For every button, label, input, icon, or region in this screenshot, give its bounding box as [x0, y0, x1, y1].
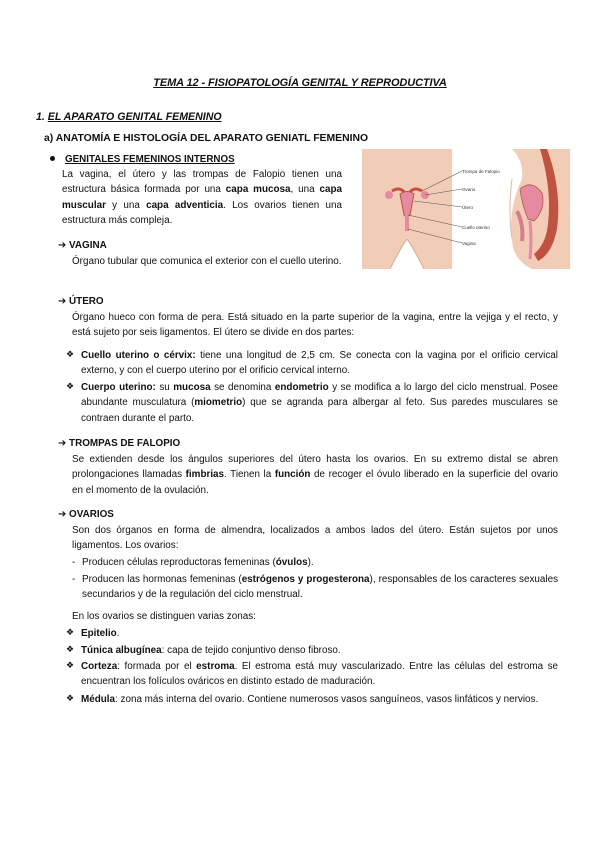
ovary-left — [385, 191, 393, 199]
ovarios-dash-1: - Producen células reproductoras femeninas (óvulos). — [72, 557, 314, 568]
heading-utero: ➔ ÚTERO — [58, 296, 104, 307]
utero-text: Órgano hueco con forma de pera. Está situado en la parte superior de la vagina, entre la vejiga y el recto, y está sujeto por seis ligamentos. El útero se divide en dos partes: — [72, 312, 558, 339]
label-utero: Útero — [462, 205, 474, 210]
heading-vagina: ➔ VAGINA — [58, 240, 107, 251]
bullet-dot-icon — [50, 156, 55, 161]
heading-trompas: ➔ TROMPAS DE FALOPIO — [58, 438, 181, 449]
subsection-heading-a: a) ANATOMÍA E HISTOLOGÍA DEL APARATO GENIATL FEMENINO — [44, 133, 369, 144]
arrow-icon: ➔ — [58, 509, 67, 520]
vagina-text: Órgano tubular que comunica el exterior con el cuello uterino. — [72, 256, 342, 267]
zone-epitelio: ❖ Epitelio. — [66, 627, 120, 639]
diamond-bullet-icon: ❖ — [66, 349, 75, 359]
diamond-bullet-icon: ❖ — [66, 381, 75, 391]
arrow-icon: ➔ — [58, 296, 67, 307]
anatomy-illustration — [362, 149, 570, 269]
label-trompa: Trompa de Falopio — [462, 169, 500, 174]
heading-ovarios: ➔ OVARIOS — [58, 509, 114, 520]
diamond-bullet-icon: ❖ — [66, 644, 75, 654]
bullet-heading-text: GENITALES FEMENINOS INTERNOS — [65, 154, 235, 165]
arrow-icon: ➔ — [58, 438, 67, 449]
intro-paragraph: La vagina, el útero y las trompas de Falopio tienen una estructura básica formada por una capa mucosa, una capa muscular y una capa adventicia. Los ovarios tienen una estructura más compleja. — [62, 169, 342, 227]
zone-medula: ❖ Médula: zona más interna del ovario. Contiene numerosos vasos sanguíneos, vasos linfáticos y nervios. — [66, 693, 539, 705]
diamond-bullet-icon: ❖ — [66, 627, 75, 637]
label-vagina: Vagina — [462, 241, 476, 246]
section-number: 1. — [36, 111, 48, 123]
utero-cuello-item: ❖ Cuello uterino o cérvix: tiene una longitud de 2,5 cm. Se conecta con la vagina por el orificio cervical externo, y con el cuerpo uterino por el orificio cervical interno. — [66, 349, 558, 377]
label-cuello: Cuello uterino — [462, 225, 490, 230]
label-ovario: Ovario — [462, 187, 476, 192]
female-anatomy-image — [362, 149, 570, 269]
vagina-front — [405, 215, 409, 231]
section-label: EL APARATO GENITAL FEMENINO — [47, 111, 222, 123]
zone-corteza: ❖ Corteza: formada por el estroma. El estroma está muy vascularizado. Entre las células del estroma se encuentran los folículos ováricos en distinto estado de maduración. — [66, 660, 559, 688]
vagina-side — [530, 221, 531, 259]
trompas-text: Se extienden desde los ángulos superiores del útero hasta los ovarios. En su extremo distal se abren prolongaciones llamadas fimbrias. Tienen la función de recoger el óvulo liberado en la superficie del ovario en el momento de la ovulación. — [72, 454, 558, 496]
diamond-bullet-icon: ❖ — [66, 693, 75, 703]
ovarios-zones-intro: En los ovarios se distinguen varias zonas: — [72, 611, 256, 622]
document-title: TEMA 12 - FISIOPATOLOGÍA GENITAL Y REPRODUCTIVA — [153, 77, 447, 89]
section-heading-1 — [36, 109, 222, 125]
ovarios-dash-2: - Producen las hormonas femeninas (estrógenos y progesterona), responsables de los caracteres sexuales secundarios y de la regulación del ciclo menstrual. — [72, 574, 559, 601]
arrow-icon: ➔ — [58, 240, 67, 251]
diamond-bullet-icon: ❖ — [66, 660, 75, 670]
utero-cuerpo-item: ❖ Cuerpo uterino: su mucosa se denomina endometrio y se modifica a lo largo del ciclo menstrual. Posee abundante musculatura (miometrio) que se agranda para albergar al feto. Sus paredes musculares se contraen durante el parto. — [66, 381, 558, 424]
zone-tunica: ❖ Túnica albugínea: capa de tejido conjuntivo denso fibroso. — [66, 644, 341, 656]
ovarios-text: Son dos órganos en forma de almendra, localizados a ambos lados del útero. Están sujetos por unos ligamentos. Los ovarios: — [72, 525, 558, 552]
bullet-heading-internal — [50, 152, 235, 167]
